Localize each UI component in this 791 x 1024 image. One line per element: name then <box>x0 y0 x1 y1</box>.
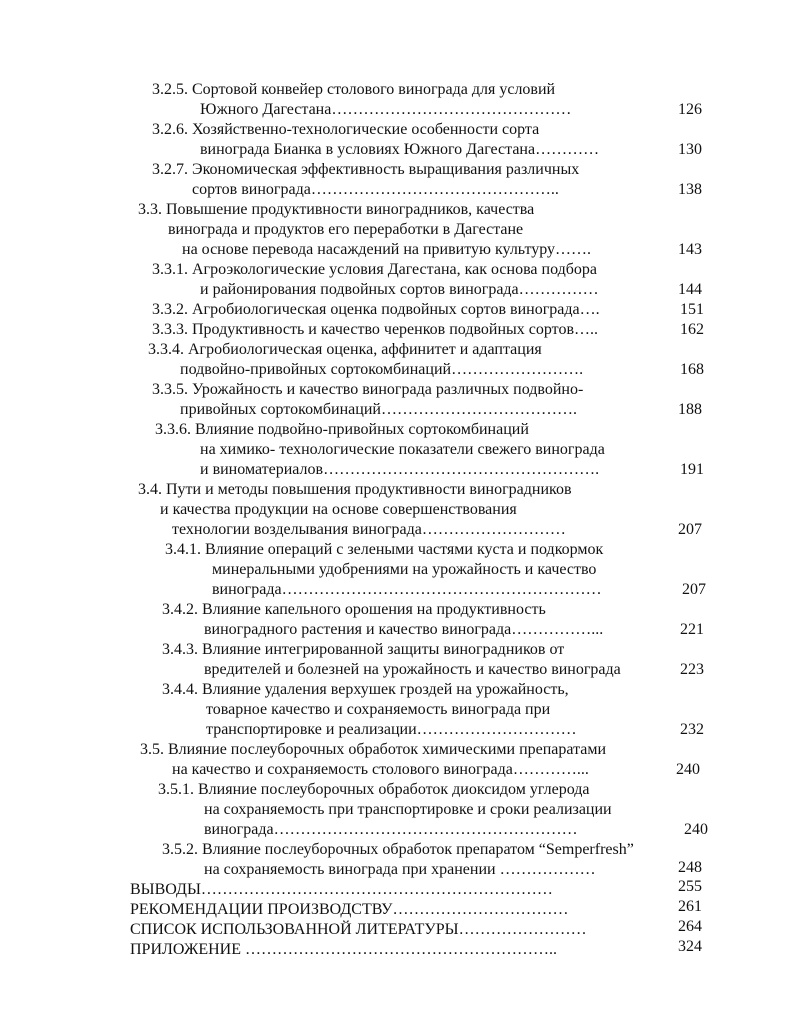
toc-entry-3-3-2-page: 151 <box>680 301 704 318</box>
toc-entry-3-3-4-page: 168 <box>680 361 704 378</box>
toc-entry-3-5-page: 240 <box>676 761 700 778</box>
toc-entry-3-4-3-line-1: 3.4.3. Влияние интегрированной защиты виноградников от <box>162 641 565 658</box>
toc-entry-3-4-4-line-2: товарное качество и сохраняемость винограда при <box>206 701 551 718</box>
toc-entry-3-4-1-line-3: винограда…………………………………………………… <box>212 581 602 598</box>
toc-entry-3-4-3-line-2: вредителей и болезней на урожайность и качество винограда <box>204 661 621 678</box>
toc-entry-3-3-6-line-2: на химико- технологические показатели свежего винограда <box>200 441 605 458</box>
toc-entry-3-3-line-2: винограда и продуктов его переработки в Дагестане <box>168 221 524 238</box>
toc-entry-3-4-3-page: 223 <box>680 661 704 678</box>
toc-entry-3-4-line-1: 3.4. Пути и методы повышения продуктивности виноградников <box>138 481 572 498</box>
toc-entry-3-3-page: 143 <box>678 241 702 258</box>
toc-entry-3-3-1-page: 144 <box>678 281 702 298</box>
toc-entry-3-2-7-line-1: 3.2.7. Экономическая эффективность выращивания различных <box>152 161 580 178</box>
toc-entry-3-3-5-page: 188 <box>678 401 702 418</box>
toc-entry-3-4-1-line-2: минеральными удобрениями на урожайность и качество <box>212 561 597 578</box>
toc-entry-3-4-2-page: 221 <box>680 621 704 638</box>
toc-entry-3-2-7-line-2: сортов винограда……………………………………….. <box>192 181 559 198</box>
toc-entry-3-4-page: 207 <box>678 521 702 538</box>
toc-entry-conclusions: ВЫВОДЫ………………………………………………………… <box>130 881 553 898</box>
toc-entry-appendix-page: 324 <box>678 938 702 955</box>
toc-entry-3-3-1-line-2: и районирования подвойных сортов винограда…………… <box>200 281 599 298</box>
toc-entry-3-3-5-line-1: 3.3.5. Урожайность и качество винограда различных подвойно- <box>152 381 584 398</box>
toc-entry-3-2-6-line-2: винограда Бианка в условиях Южного Дагестана………… <box>200 141 600 158</box>
toc-entry-3-3-6-line-3: и виноматериалов……………………………………………. <box>200 461 600 478</box>
toc-entry-3-2-7-page: 138 <box>678 181 702 198</box>
toc-entry-3-4-line-2: и качества продукции на основе совершенствования <box>160 501 517 518</box>
toc-entry-3-4-1-page: 207 <box>682 581 706 598</box>
toc-entry-appendix: ПРИЛОЖЕНИЕ ………………………………………………….. <box>130 941 558 958</box>
toc-entry-3-3-1-line-1: 3.3.1. Агроэкологические условия Дагестана, как основа подбора <box>152 261 598 278</box>
toc-entry-3-3-4-line-1: 3.3.4. Агробиологическая оценка, аффинитет и адаптация <box>148 341 542 358</box>
toc-entry-3-3-3-line-1: 3.3.3. Продуктивность и качество черенков подвойных сортов….. <box>152 321 599 338</box>
toc-entry-3-2-5-line-1: 3.2.5. Сортовой конвейер столового винограда для условий <box>152 81 556 98</box>
toc-entry-3-3-6-page: 191 <box>680 461 704 478</box>
toc-entry-3-3-4-line-2: подвойно-привойных сортокомбинаций……………………. <box>180 361 584 378</box>
toc-entry-3-2-6-page: 130 <box>678 141 702 158</box>
toc-entry-recommendations-page: 261 <box>678 898 702 915</box>
toc-entry-3-5-2-line-2: на сохраняемость винограда при хранении ……………… <box>204 861 596 878</box>
toc-entry-recommendations: РЕКОМЕНДАЦИИ ПРОИЗВОДСТВУ…………………………… <box>130 901 569 918</box>
toc-entry-references: СПИСОК ИСПОЛЬЗОВАННОЙ ЛИТЕРАТУРЫ…………………… <box>130 921 587 938</box>
toc-entry-3-2-5-line-2: Южного Дагестана……………………………………… <box>200 101 572 118</box>
toc-entry-3-4-4-line-3: транспортировке и реализации………………………… <box>206 721 577 738</box>
toc-entry-3-3-6-line-1: 3.3.6. Влияние подвойно-привойных сортокомбинаций <box>155 421 529 438</box>
toc-entry-3-5-2-line-1: 3.5.2. Влияние послеуборочных обработок препаратом “Semperfresh” <box>162 841 634 858</box>
toc-entry-3-4-2-line-2: виноградного растения и качество винограда……………... <box>204 621 604 638</box>
toc-entry-3-5-1-page: 240 <box>684 821 708 838</box>
toc-entry-conclusions-page: 255 <box>678 878 702 895</box>
toc-entry-3-5-line-1: 3.5. Влияние послеуборочных обработок химическими препаратами <box>140 741 607 758</box>
toc-entry-3-3-3-page: 162 <box>680 321 704 338</box>
toc-entry-3-3-5-line-2: привойных сортокомбинаций………………………………. <box>180 401 577 418</box>
toc-entry-3-2-6-line-1: 3.2.6. Хозяйственно-технологические особенности сорта <box>152 121 540 138</box>
toc-entry-3-3-line-1: 3.3. Повышение продуктивности виноградников, качества <box>138 201 535 218</box>
toc-entry-3-5-1-line-1: 3.5.1. Влияние послеуборочных обработок диоксидом углерода <box>158 781 590 798</box>
toc-entry-3-4-line-3: технологии возделывания винограда……………………… <box>172 521 566 538</box>
toc-entry-3-5-1-line-2: на сохраняемость при транспортировке и сроки реализации <box>204 801 612 818</box>
toc-entry-3-4-1-line-1: 3.4.1. Влияние операций с зелеными частями куста и подкормок <box>165 541 604 558</box>
toc-entry-3-5-1-line-3: винограда………………………………………………… <box>204 821 578 838</box>
toc-entry-3-4-4-line-1: 3.4.4. Влияние удаления верхушек гроздей на урожайность, <box>162 681 569 698</box>
toc-entry-3-3-line-3: на основе перевода насаждений на привитую культуру……. <box>182 241 592 258</box>
toc-entry-3-2-5-page: 126 <box>678 101 702 118</box>
toc-entry-3-5-line-2: на качество и сохраняемость столового винограда…………... <box>172 761 589 778</box>
toc-entry-references-page: 264 <box>678 918 702 935</box>
toc-entry-3-4-2-line-1: 3.4.2. Влияние капельного орошения на продуктивность <box>162 601 546 618</box>
toc-entry-3-3-2-line-1: 3.3.2. Агробиологическая оценка подвойных сортов винограда…. <box>152 301 600 318</box>
toc-entry-3-5-2-page: 248 <box>678 859 702 876</box>
toc-entry-3-4-4-page: 232 <box>680 721 704 738</box>
